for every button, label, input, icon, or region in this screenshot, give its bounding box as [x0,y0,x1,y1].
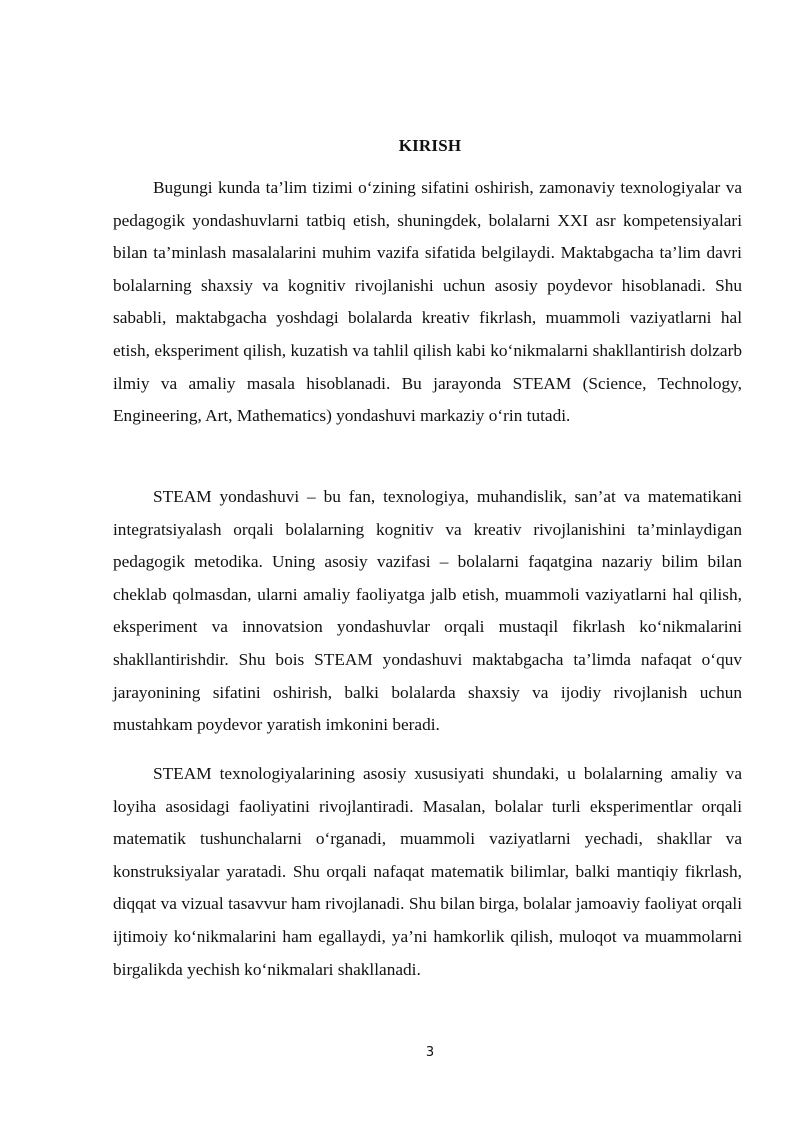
paragraph-3: STEAM texnologiyalarining asosiy xususiyati shundaki, u bolalarning amaliy va loyiha asosidagi faoliyatini rivojlantiradi. Masalan, bolalar turli eksperimentlar orqali matematik tushunchalarni o‘rganadi, muammoli vaziyatlarni yechadi, shakllar va konstruksiyalar yaratadi. Shu orqali nafaqat matematik bilimlar, balki mantiqiy fikrlash, diqqat va vizual tasavvur ham rivojlanadi. Shu bilan birga, bolalar jamoaviy faoliyat orqali ijtimoiy ko‘nikmalarini ham egallaydi, ya’ni hamkorlik qilish, muloqot va muammolarni birgalikda yechish ko‘nikmalari shakllanadi. [113,764,742,979]
paragraph-1: Bugungi kunda ta’lim tizimi o‘zining sifatini oshirish, zamonaviy texnologiyalar va pedagogik yondashuvlarni tatbiq etish, shuningdek, bolalarni XXI asr kompetensiyalari bilan ta’minlash masalalarini muhim vazifa sifatida belgilaydi. Maktabgacha ta’lim davri bolalarning shaxsiy va kognitiv rivojlanishi uchun asosiy poydevor hisoblanadi. Shu sababli, maktabgacha yoshdagi bolalarda kreativ fikrlash, muammoli vaziyatlarni hal etish, eksperiment qilish, kuzatish va tahlil qilish kabi ko‘nikmalarni shakllantirish dolzarb ilmiy va amaliy masala hisoblanadi. Bu jarayonda STEAM (Science, Technology, Engineering, Art, Mathematics) yondashuvi markaziy o‘rin tutadi. [113,178,742,426]
page-number: 3 [425,1045,435,1060]
paragraph-2: STEAM yondashuvi – bu fan, texnologiya, muhandislik, san’at va matematikani integratsiyalash orqali bolalarning kognitiv va kreativ rivojlanishini ta’minlaydigan pedagogik metodika. Uning asosiy vazifasi – bolalarni faqatgina nazariy bilim bilan cheklab qolmasdan, ularni amaliy faoliyatga jalb etish, muammoli vaziyatlarni hal qilish, eksperiment va innovatsion yondashuvlar orqali mustaqil fikrlash ko‘nikmalarini shakllantirishdir. Shu bois STEAM yondashuvi maktabgacha ta’limda nafaqat o‘quv jarayonining sifatini oshirish, balki bolalarda shaxsiy va ijodiy rivojlanish uchun mustahkam poydevor yaratish imkonini beradi. [113,487,742,735]
section-heading: KIRISH [398,136,462,155]
